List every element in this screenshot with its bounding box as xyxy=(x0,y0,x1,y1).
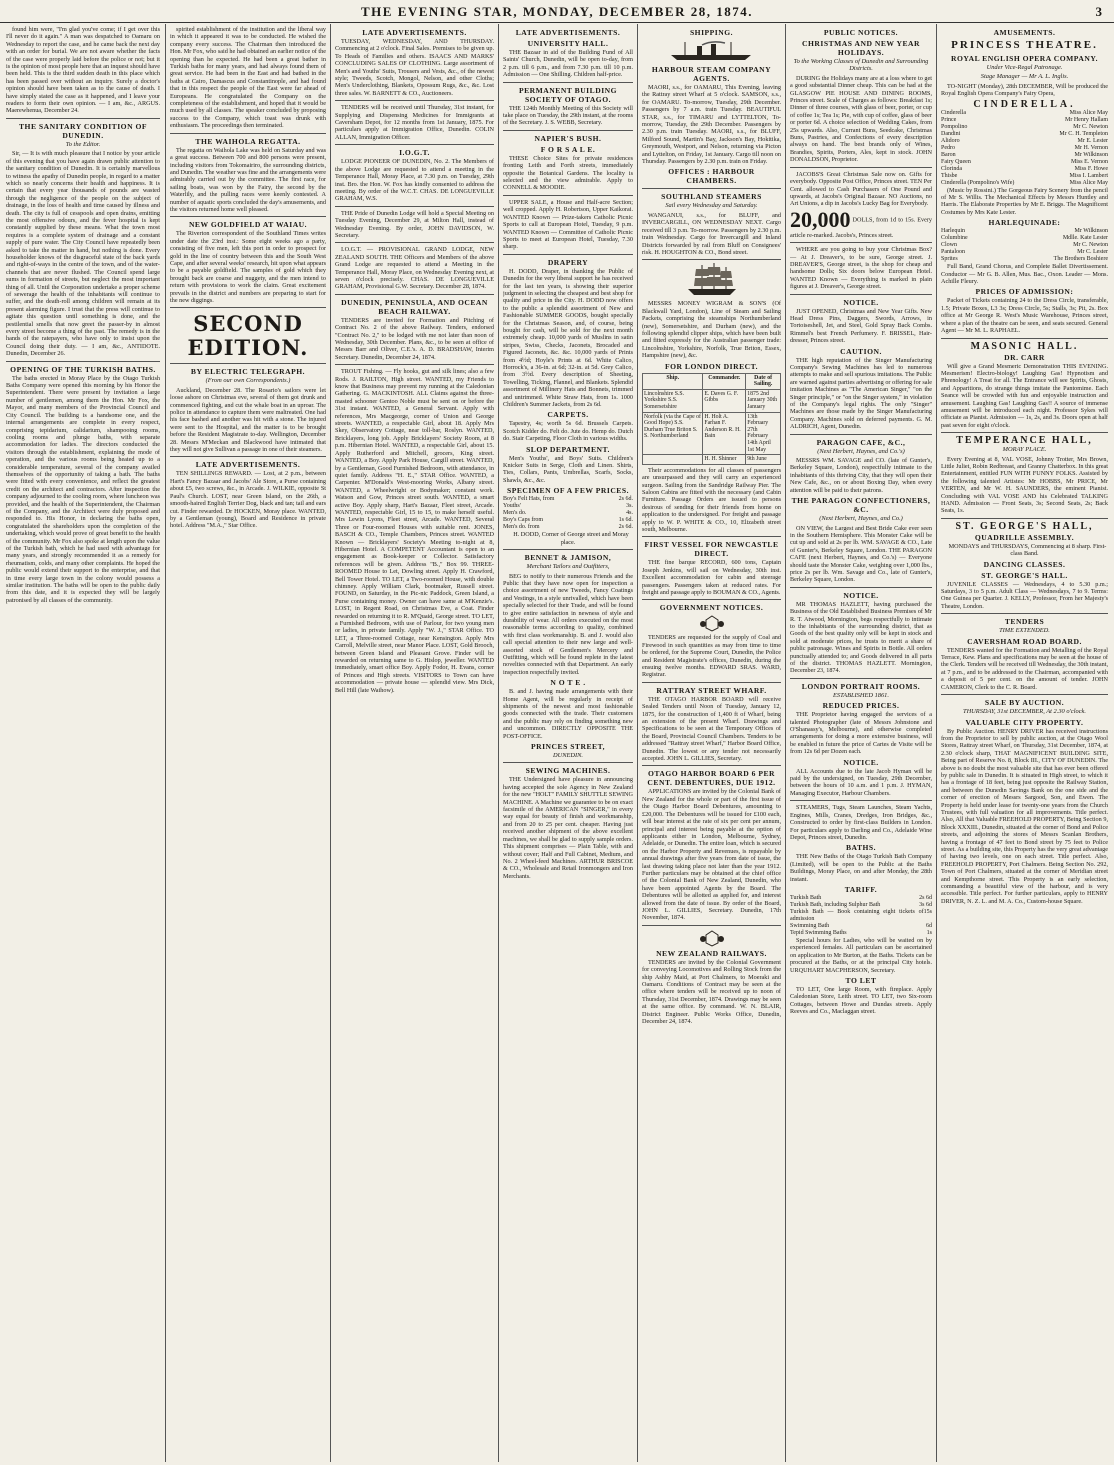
tariff-row: Turkish Bath, including Sulphur Bath 3s 6d xyxy=(790,901,932,908)
ad-subheading: SLOP DEPARTMENT. xyxy=(526,444,610,454)
section-heading: DRAPERY xyxy=(547,257,589,267)
masthead-title: THE EVENING STAR, MONDAY, DECEMBER 28, 1874. xyxy=(360,4,753,19)
ad-heading: I.O.G.T. xyxy=(399,148,430,158)
ad-text: I.O.G.T. — PROVISIONAL GRAND LODGE, NEW ZEALAND SOUTH. THE Officers and Members of the above Grand Lodge are requested to attend a Meeting in the Temperance Hall, Moray Place, on Wednesday Evening next, at seven o'clock precisely. CHAS. DE LONGUEVILLE GRAHAM, Provisional G.W. Secretary. December 28, 1874. xyxy=(335,246,494,291)
cast-row: Thisbe Miss I. Lambert xyxy=(941,172,1108,179)
ad-text: DOLLS, from 1d to 15s. Every article re-marked. Jacobs's, Princes street. xyxy=(790,216,932,239)
cast-row: Cinderella (Pompolino's Wife) Miss Alice May xyxy=(941,179,1108,186)
ad-text: (Music by Rossini.) The Gorgeous Fairy Scenery from the pencil of Mr S. Willis. The Mechanical Effects by Messrs Huntley and Harris. The Elaborate Properties by Mr E. Briggs. The Magnificent Costumes by Mrs Kate Lester. xyxy=(941,186,1108,216)
royal-crest-icon xyxy=(699,929,725,947)
article-heading: THE WAIHOLA REGATTA. xyxy=(195,136,301,146)
ad-text: MESSRS MONEY WIGRAM & SON'S (Of Blackwall Yard, London), Line of Steam and Sailing Packets, comprising the steamships Northumberland (new), Somersetshire, and Durham (new), and the following splendid clipper ships, which have been built and fitted expressly for the Australian passenger trade: Lincolnshire, Yorkshire, Norfolk, True Briton, Essex, Hampshire (new), &c. xyxy=(642,300,781,360)
column-rule xyxy=(637,24,638,1462)
article-heading: THE SANITARY CONDITION OF DUNEDIN. xyxy=(18,121,148,140)
article-heading: OPENING OF THE TURKISH BATHS. xyxy=(10,364,156,374)
column-rule xyxy=(936,24,937,1462)
divider xyxy=(335,206,494,207)
section-heading: PUBLIC NOTICES. xyxy=(823,28,899,37)
ad-text: TENDERS are invited for Formation and Pitching of Contract No. 2 of the above Railway. Tenders, endorsed "Contract No. 2," to be lodged with me not later than noon of Wednesday, 30th December. Plans, &c., to be seen at office of Messrs Barr and Oliver, C.E.'s. A. D. BRADSHAW, Interim Secretary. Dunedin, December 24, 1874. xyxy=(335,316,494,361)
masthead xyxy=(0,0,1114,23)
ad-subheading: F O R S A L E. xyxy=(540,144,596,154)
ad-subheading: Sail every Wednesday and Saturday. xyxy=(665,202,758,210)
ad-pride-of-dunedin xyxy=(335,210,494,240)
ad-classifieds xyxy=(335,368,494,694)
ad-heading: NEW ZEALAND RAILWAYS. xyxy=(656,948,767,958)
ad-heading: ST. GEORGE'S HALL, xyxy=(955,520,1094,532)
ad-subheading: THURSDAY, 31st DECEMBER, At 2.30 o'clock. xyxy=(963,708,1086,716)
steamship-icon xyxy=(667,40,757,62)
ad-heading: CAVERSHAM ROAD BOARD. xyxy=(967,636,1082,646)
ad-subheading: N O T E . xyxy=(550,678,586,688)
price-row: Boy's Caps from 1s 6d. xyxy=(503,517,633,524)
price-list xyxy=(503,496,633,531)
column-rule xyxy=(498,24,499,1462)
divider xyxy=(941,613,1108,614)
ad-text: THE Proprietor having engaged the services of a talented Photographer (late of Messrs Johnstone and O'Shanassy's, Melbourne), and otherwise completed arrangements for doing a more extensive business, will be enabled in future the price of Cartes de Visite will be from 12s 6d per Dozen each. xyxy=(790,711,932,756)
ad-text: THE 124th Monthly Meeting of this Society will take place on Tuesday, the 29th instant, at the rooms of the Secretary. J. S. WEBB, Secretary. xyxy=(503,104,633,127)
ad-text: THE high reputation of the Singer Manufacturing Company's Sewing Machines has led to numerous attempts to make and sell spurious imitations. The Public are warned against parties advertising or offering for sale imitation Machines as "The American Singer," "on the Singer principle," or "on the Singer system," in violation of the Company's legal rights. The only "Singer" Machines are those made by the Singer Manufacturing Company. Machines sold on deferred payments. G. M. ALDRICH, Agent, Dunedin. xyxy=(790,356,932,431)
divider xyxy=(941,338,1108,339)
ad-heading: DUNEDIN, PENINSULA, AND OCEAN BEACH RAILWAY. xyxy=(341,297,488,316)
divider xyxy=(503,549,633,550)
column-rule xyxy=(165,24,166,1462)
ad-text: Packet of Tickets containing 24 to the Dress Circle, transferable, 1.5; Private Boxes, L3 3s; Dress Circle, 5s; Stalls, 3s; Pit, 2s. Box office at Mr George R. West's Music Warehouse, Princes street, where a plan of the theatre can be seen, and seats secured. General Agent — Mr M. L. RAPHAEL. xyxy=(941,297,1108,335)
ad-heading: THE PARAGON CONFECTIONERS, &C. xyxy=(791,496,931,515)
ad-text: JUVENILE CLASSES — Wednesdays, 4 to 5.30 p.m.; Saturdays, 3 to 5 p.m. Adult Class — Wednesdays, 7 to 9. Terms: One Guinea per Quarter. J. KELLY, Professor, From her Majesty's Theatre, London. xyxy=(941,580,1108,610)
ad-subheading: CARPETS. xyxy=(547,410,589,420)
ad-heading: FIRST VESSEL FOR NEWCASTLE DIRECT. xyxy=(644,540,779,559)
cast-row: Prince Mr Henry Hallam xyxy=(941,116,1108,123)
cast-row: Clown Mr C. Newton xyxy=(941,242,1108,249)
tariff-row: Turkish Bath — Book containing eight tickets of admission 15s xyxy=(790,908,932,922)
ad-immigration-tenders xyxy=(335,104,494,141)
cast-row: Pantaloon Mr C. Lester xyxy=(941,249,1108,256)
ad-subheading: To the Working Classes of Dunedin and Surrounding Districts. xyxy=(793,58,929,73)
divider xyxy=(503,195,633,196)
stage-manager: Stage Manager — Mr A. L. Inglis. xyxy=(980,73,1069,81)
ad-dolls xyxy=(790,208,932,239)
ad-text: TENDERS wanted for the Formation and Metalling of the Royal Terrace, Kew. Plans and specifications may be seen at the house of the Clerk. Tenders will be received till Wednesday, the 30th instant, at 7 p.m., and to be addressed to the Chairman, accompanied with a deposit of 5 per cent. on the amount of tender. JOHN CAMERON, Clerk to the C. R. Board. xyxy=(941,646,1108,691)
divider xyxy=(335,294,494,295)
ad-subheading: HARLEQUINADE: xyxy=(988,218,1061,228)
column-rule xyxy=(785,24,786,1462)
divider xyxy=(941,432,1108,433)
divider xyxy=(642,925,781,926)
section-heading: LATE ADVERTISEMENTS. xyxy=(515,28,621,37)
divider xyxy=(335,364,494,365)
divider xyxy=(790,294,932,295)
cast-list xyxy=(941,228,1108,263)
ad-heading: SOUTHLAND STEAMERS xyxy=(661,192,762,202)
ad-heading: NAPIER'S BUSH. xyxy=(534,133,602,143)
divider xyxy=(6,118,160,119)
ad-text: Tapestry, 4s; worth 5s 6d. Brussels Carpets. Scotch Kidder do. Felt do. Jute do. Hemp do. Dutch do. Stair Carpeting, Floor Cloth in various widths. xyxy=(503,420,633,443)
section-heading: SALE BY AUCTION. xyxy=(984,698,1065,708)
divider xyxy=(790,587,932,588)
divider xyxy=(335,242,494,243)
ad-subheading: PRICES OF ADMISSION: xyxy=(975,287,1074,297)
table-header: Date of Sailing. xyxy=(746,373,781,389)
ad-text: TO LET, One large Room, with fireplace. Apply Caledonian Store, Leith street. TO LET, two Six-room Cottages, between Howe and Dundas streets. Apply Reeves and Co., Maclaggan street. xyxy=(790,985,932,1016)
divider xyxy=(170,363,326,364)
article-goldfield: The Riverton correspondent of the Southland Times writes under date the 23rd inst.: Some eight weeks ago a party, consisting of five men, left this port in order to prospect for gold in the line of country between this and the South West Cape, and after several weeks' research, hit upon what appears to be a payable goldfield. The samples of gold which they brought back are coarse and nuggety, and the men intend to return with provisions to work the claim. Great excitement prevails in the district and numbers are preparing to start for the new diggings. xyxy=(170,230,326,304)
ad-text: ALL Accounts due to the late Jacob Hyman will be paid by the undersigned, on Tuesday, 29th December, between the hours of 10 a.m. and 1 p.m. J. HYMAN, Managing Executor, Harbour Chambers. xyxy=(790,767,932,797)
tariff-list xyxy=(790,895,932,937)
ad-heading: REDUCED PRICES. xyxy=(822,701,900,711)
divider xyxy=(503,130,633,131)
ad-text: APPLICATIONS are invited by the Colonial Bank of New Zealand for the whole or part of the first issue of the Otago Harbor Board Debentures, amounting to £20,000. The Debentures will be issued for £100 each, will bear interest at the rate of six per cent per annum, principal and interest being payable at the option of applicants either in London, Melbourne, Sydney, Adelaide, or Dunedin. The entire loan, which is secured on the Harbor Property and Revenues, is repayable by annual drawings after five years from date of issue, the last drawing taking place not later than the year 1912. Further particulars may be obtained at the chief office of the Colonial Bank of New Zealand, Dunedin, who have been appointed Agents by the Board. The Debentures will be allotted as applied for, and interest allowed from the date of issue. By order of the Board, JOHN L. GILLIES, Secretary. Dunedin, 17th November, 1874. xyxy=(642,788,781,922)
table-header: Commander. xyxy=(703,373,746,389)
ad-railway-tenders xyxy=(335,317,494,361)
table-row: H. H. Shinner 9th June xyxy=(643,455,781,465)
tariff-row: Turkish Bath 2s 6d xyxy=(790,894,932,901)
ad-subheading: OFFICES : HARBOUR CHAMBERS. xyxy=(668,167,755,186)
section-heading: LATE ADVERTISEMENTS. xyxy=(195,460,301,470)
cast-row: Pompolino Mr C. Newton xyxy=(941,123,1108,130)
ad-text: THE fine barque RECORD, 600 tons, Captain Joseph Jenkins, will sail on Wednesday, 30th inst. Excellent accommodation for cabin and steerage passengers. Passengers taken at reduced rates. For freight and passage apply to BOUMAN & CO., Agents. xyxy=(642,559,781,596)
divider xyxy=(170,133,326,134)
ad-text: MONDAYS and THURSDAYS, Commencing at 8 sharp. First-class Band. xyxy=(948,542,1107,558)
cast-row: Pedro Mr H. Vernon xyxy=(941,144,1108,151)
divider xyxy=(170,307,326,308)
ad-heading: CAUTION. xyxy=(840,346,882,356)
ad-text: ON VIEW, the Largest and Best Bride Cake ever seen in the Southern Hemisphere. This Monster Cake will be cut up and sold at 2s per lb. WM. SAVAGE & CO., Late of Gunter's, Berkeley Square, London. THE PARAGON CAFE (next Herbert, Haynes, and Co.'s) — Everyone should taste the Monster Cake, weighing over 1,000 lbs., price 2s per lb. Wm. Savage and Co., late of Gunter's, Berkeley Square, London. xyxy=(790,524,932,584)
ad-text: BEG to notify to their numerous Friends and the Public that they have now open for inspection a choice assortment of new Tweeds, Fancy Coatings and Vestings, in a style unrivalled, which have been specially selected for their Trade, and will be found to give entire satisfaction in newness of style and durability of wear. All orders executed on the most reasonable terms according to quality, combined with first class workmanship. B. and J. would also call special attention to their new large and well-assorted stock of Gentlemen's Mercery and Outfitting, which will be found replete in the latest novelties connected with that Department. An early inspection respectfully invited. xyxy=(503,572,633,676)
ad-heading: BENNET & JAMISON, xyxy=(524,553,612,563)
price-row: Men's do. 4s. xyxy=(503,510,633,517)
ad-heading: TO LET xyxy=(845,975,877,985)
ad-heading: CHRISTMAS AND NEW YEAR HOLIDAYS. xyxy=(802,39,920,57)
divider xyxy=(503,254,633,255)
ad-grand-lodge xyxy=(335,246,494,290)
cast-row: Columbine Mdlle. Kate Lester xyxy=(941,235,1108,242)
ad-text: THE Pride of Dunedin Lodge will hold a Special Meeting on Tuesday Evening, December 29, at Milton Hall, instead of Wednesday Evening. By order, JOHN DAVIDSON, W. Secretary. xyxy=(335,209,494,239)
cast-row: Dandini Mr C. H. Templeton xyxy=(941,130,1108,137)
ad-heading: MASONIC HALL. xyxy=(970,340,1079,352)
ad-text: TENDERS will be received until Thursday, 31st instant, for Supplying and Dispensing Medicines for Immigrants at Caversham Depot, for 12 months from 1st January, 1875. For particulars apply at Immigration Office, Dunedin. COLIN ALLAN, Immigration Officer. xyxy=(335,104,494,141)
ad-subheading: ESTABLISHED 1861. xyxy=(833,691,889,699)
divider xyxy=(941,694,1108,695)
cast-list xyxy=(941,110,1108,187)
cast-row: Cinderella Miss Alice May xyxy=(941,109,1108,116)
divider xyxy=(642,188,781,189)
divider xyxy=(790,800,932,801)
ad-text: TROUT Fishing. — Fly hooks, gut and silk lines; also a few Rods. J. RAILTON, High street. WANTED, my Friends to know that Business may prevent my running at the Caledonian Gathering. G. MACKINTOSH. ALL Claims against the three-masted schooner Gentoo Noble must be sent on or before the 31st instant. WANTED, a General Servant. Apply with references, Mrs Macgeorge, corner of Union and George streets. WANTED, a respectable Girl, about 18. Apply Mrs Skey, Observatory Cottage, near toll-bar, Roslyn. WANTED, Bricklayers, long job. Apply Bricklayers' Society Room, at 8 p.m. Hibernian Hotel. WANTED, a respectable Girl, about 15. Apply Rutherford and Mitchell, grocers, King street. WANTED, a Boy. Apply Park House, Cargill street. WANTED, by a Gentleman, Good Furnished Bedroom, with attendance, in quiet family. Address "H. E.," STAR Office. WANTED, a Carpenter. M'Donald's West-mooring Works, Albany street. WANTED, a Wheelwright or Bodymaker; constant work. Watson and Gow, Princes street south. WANTED, a smart active Boy. Apply sharp, Hart's Bazaar, Fleet street, Arcade. WANTED, respectable Girl, 15 to 15, to make herself useful. Mrs Lewin Lyons, Fleet street, Arcade. WANTED, Several Three or Four-roomed Houses with suitable rent. JONES, BASCH & CO., Temple Chambers, Princes street. WANTED Known — Bricklayers' Society's Meeting to-night at 8, Hibernian Hotel. A COMPETENT Accountant is open to an engagement as Book-keeper or Collector. Satisfactory references will be given. Address "B.," Box 99. THREE-ROOMED House to Let, Dowling street. Apply H. Crawford, Bell Tower Hotel. TO LET, a Two-roomed House, with double chimney. Apply William Clark, bootmaker, Russell street. FOUND, on Saturday, in the Pic-nic Paddock, Green Island, a Purse containing money. Owner can have same at M'Kenzie's. LOST, in Regent Road, on Christmas Eve, a Coat. Finder rewarded on returning it to R. M'Quaid, George street. TO LET, a Furnished Bedroom, with use of Parlour, for two young men or ladies, in private family. Apply "W. J.," STAR Office. TO LET, a Three-roomed Cottage, near Kensington. Apply Mrs Carroll, Melville street, near Manor Place. LOST, Gold Brooch, between Green Island and Pleasant Grove. Finder will be rewarded on returning same to G. Hislop, jeweller. WANTED immediately, smart office Boy. Apply Fodor, H. Evans, corner of Princes and High streets. VISITORS to Town can have accommodation — private house — splendid view. Mrs Dick, Bell Hill (late Waihow). xyxy=(335,368,494,694)
divider xyxy=(941,518,1108,519)
ad-text: TENDERS are requested for the supply of Coal and Firewood in such quantities as may from time to time be ordered, for the Supreme Court, Dunedin, the Police and Resident Magistrate's offices, Dunedin, during the ensuing twelve months. EDWARD SRAS. WARD, Registrar. xyxy=(642,634,781,679)
ad-heading: LONDON PORTRAIT ROOMS. xyxy=(801,681,921,691)
section-heading: LATE ADVERTISEMENTS. xyxy=(362,28,467,37)
cast-row: Baron Mr Wilkinson xyxy=(941,151,1108,158)
ad-heading: NOTICE. xyxy=(843,590,879,600)
divider xyxy=(335,144,494,145)
ad-text: JUST OPENED, Christmas and New Year Gifts. New Head Dress Pins, Daggers, Swords, Arrows, in Tortoiseshell, Jet, and Steel, Gold Spray Back Combs. Rimmel's best French Perfumery. F. BRISSEL, Hair-dresser, Princes street. xyxy=(790,307,932,345)
divider xyxy=(790,678,932,679)
divider xyxy=(335,100,494,101)
divider xyxy=(170,456,326,457)
price-row: Boy's Felt Hats, from 2s 6d. xyxy=(503,496,633,503)
ad-heading: VALUABLE CITY PROPERTY. xyxy=(965,717,1084,727)
telegrams: Auckland, December 28. The Rosario's sailors were let loose ashore on Christmas eve, several of them got drunk and commenced fighting, and cut the whale boat in an uproar. The police in attendance to capture them were maltreated. One had his face bashed and another was hit with a stone. The injured were sent to the Hospital, and the matter is to be brought before the Resident Magistrate to-day. Wellington, December 28. Messrs M'Meckan and Blackwood have intimated that they will not give Sullivan a passage in one of their steamers. xyxy=(170,386,326,454)
ad-text: LODGE PIONEER OF DUNEDIN, No. 2. The Members of the above Lodge are requested to attend a meeting in the Temperance Hall, Moray Place, at 7.30 p.m. on Tuesday, 29th inst. Bro. the Hon. W. Fox has kindly consented to address the meeting. By order of the W.C.T. CHAS. DE LONGUEVILLE GRAHAM, W.S. xyxy=(335,158,494,203)
ad-text: MR THOMAS HAZLETT, having purchased the Business of the Old Established Business Premises of Mr R. T. Atwood, Mornington, begs respectfully to intimate to the inhabitants of the surrounding district, that as Goods of the best quality only will be kept in stock and sold at moderate prices, he trusts to merit a share of public patronage. Wines and Spirits in Bottle. All orders punctually attended to; and Goods delivered in all parts of the district. THOMAS HAZLETT. Mornington, December 23, 1874. xyxy=(790,600,932,675)
page-number: 3 xyxy=(1095,4,1102,19)
ad-text: TENDERS are invited by the Colonial Government for conveying Locomotives and Rolling Stock from the ship Ashby Maid, at Port Chalmers, to Moeraki and Oamaru. Conditions of Contract may be seen at the office where tenders will be received up to noon of Thursday, 31st December, 1874. Drawings may be seen at the same office. By command. W. N. BLAIR, District Engineer. Public Works Office, Dunedin, December 24, 1874. xyxy=(642,958,781,1026)
divider xyxy=(790,167,932,168)
table-header: Ship. xyxy=(643,373,703,389)
article-heading: BY ELECTRIC TELEGRAPH. xyxy=(190,367,306,377)
column-rule xyxy=(330,24,331,1462)
column-6 xyxy=(790,26,932,1461)
ad-text: MESSRS WM. SAVAGE and CO. (late of Gunter's, Berkeley Square, London), respectfully intimate to the inhabitants of this thriving City, that they will open their New Cafe, &c., on or about Boxing Day, when every attention will be paid to their patrons. xyxy=(790,457,932,494)
ad-subheading: Merchant Tailors and Outfitters, xyxy=(526,563,610,571)
divider xyxy=(503,82,633,83)
ad-text: WANGANUI, s.s., for BLUFF, and INVERCARGILL, ON WEDNESDAY NEXT. Cargo received till 3 p.m. To-morrow. Passengers by 2.30 p.m. train Wednesday. Cargo for Invercargill and Inland Districts forwarded by rail from Bluff on Consignees' risk. H. HOUGHTON & CO., Bond street. xyxy=(642,211,781,256)
ad-subheading: (Next Herbert, Haynes, and Co.'s) xyxy=(817,447,905,455)
ad-heading: SEWING MACHINES. xyxy=(525,766,611,776)
ad-subheading: DUNEDIN. xyxy=(553,752,583,760)
ad-subheading: TIME EXTENDED. xyxy=(999,627,1050,635)
ad-text: Every Evening at 8, VAL VOSE, Johnny Trotter, Mrs Brown, Little Juliet, Robin Redbreast, and Granny Chatterbox. In this great Entertainment, entitled FUN WITH FUNNY FOLKS. Assisted by the following talented Artistes: Mr HOBBS, Mr PRICE, Mr VERTEN, and Mr W. H. SAUNDERS, the eminent Pianist. Concluding with VAL VOSE AND his Celebrated TALKING HAND. Admission — Front Seats, 3s; Second Seats, 2s; Back Seats, 1s. xyxy=(941,455,1108,515)
ad-text: TUESDAY, WEDNESDAY, AND THURSDAY. Commencing at 2 o'clock. Final Sales. Premises to be given up. To Heads of Families and others. ISAACS AND MARKS' CONCLUDING SALES OF CLOTHING. Large assortment of Men's and Youths' Suits, Trousers and Vests, &c., of the newest style; Tweeds, Scotch, Mongol, Nelson, and other Cloths; Men's Underclothing, Blankets, Opossum Rugs, &c., &c. Lost three sales. W. BARNETT & CO., Auctioneers. xyxy=(335,38,494,97)
ad-heading: PERMANENT BUILDING SOCIETY OF OTAGO. xyxy=(518,85,618,104)
ad-subheading: MORAY PLACE. xyxy=(1002,446,1047,454)
ad-heading: OTAGO HARBOR BOARD 6 PER CENT. DEBENTURES, DUE 1912. xyxy=(647,769,776,788)
divider xyxy=(642,599,781,600)
article-continued: spirited establishment of the institution and the liberal way in which it appeared it was to be conducted. He wished the company every success. The Chairman then introduced the Hon. Mr Fox, who said he had obtained an earlier notice of the opening than he expected. He had been a great bather in Turkish baths for many years, and had always found them of great service. He had been in the East and had bathed in the baths at Cairo, Damascus and Constantinople, and had found that in this respect the people of the East were far ahead of Europeans. He congratulated the Company on the completeness of the establishment, and hoped that it would be much used by all classes. The speaker concluded by proposing success to the Company, which toast was drunk with enthusiasm. The proceedings then terminated. xyxy=(170,26,326,130)
ad-subheading: DR. CARR xyxy=(1004,352,1045,362)
theatre-name: PRINCESS THEATRE. xyxy=(951,39,1098,51)
column-5 xyxy=(642,26,781,1461)
table-row: Lincolnshire S.S. Yorkshire S.S. Somersetshire E. Daves G. F. Gibbs 1875 2nd January 30th January xyxy=(643,389,781,412)
article-heading: NEW GOLDFIELD AT WAIAU. xyxy=(188,220,308,230)
article-regatta: The regatta on Waihola Lake was held on Saturday and was a great success. Between 700 and 800 persons were present, including visitors from Tokomairiro, the surrounding districts, and Dunedin. The weather was fine and the arrangements were admirably carried out by the committee. The first race, for sailing boats, was won by the Fairy, the second by the Waterlily, and the pulling races were keenly contested. A number of aquatic sports concluded the day's amusements, and the visitors returned home well pleased. xyxy=(170,146,326,213)
divider xyxy=(642,765,781,766)
ad-text: THESE Choice Sites for private residences fronting Leith and Forth streets, immediately opposite the Botanical Gardens. The locality is selected and the view admirable. Apply to CONNELL & MOODIE. xyxy=(503,154,633,192)
article-subheading: To the Editor. xyxy=(65,140,101,148)
ad-text: Will give a Grand Mesmeric Demonstration THIS EVENING. Mesmerism! Electro-biology! Laughing Gas! Hypnotism and Phrenology! A Treat for all. The Entrance will see Spirits, Ghosts, and Apparitions, do strange things imitate the Pantomime. Each Seance will be crowded with fun and enjoyable instruction and amusement. Laughing Gas! Laughing Gas!! A source of immense amusement will be introduced each night. Professor Sykes will officiate as Pianist. Admission — 1s, 2s, and 3s. Doors open at half past seven for eight o'clock. xyxy=(941,362,1108,429)
ad-text: JACOBS'S Great Christmas Sale now on. Gifts for everybody. Opposite Post Office, Princes street. TEN Per Cent. allowed to Cash Purchasers of One Pound and upwards, at Jacobs's Original Bazaar. NO Auctions, no Art Unions, a dip in Jacobs's Lucky Bag for Everybody. xyxy=(790,170,932,208)
divider xyxy=(642,682,781,683)
late-ads: TEN SHILLINGS REWARD. — Lost, at 2 p.m., between Hart's Fancy Bazaar and Jacobs' Ale Store, a Purse containing about £5, two screws, &c., in Arcade. J. WILKIE, opposite St Paul's Church. LOST, near Green Island, on the 26th, a smooth-haired English Terrier Dog, black and tan; tail and ears cut. Finder rewarded. Dr HOCKEN, Moray place. WANTED, by a Gentleman (young), Board and Residence in private hotel. Address "M.A.," Star Office. xyxy=(170,470,326,530)
price-row: Men's do. from 2s 6d. xyxy=(503,524,633,531)
ad-text: MAORI, s.s., for OAMARU, This Evening, leaving the Rattray street Wharf at 5 o'clock. SAMSON, s.s., for OAMARU. To-morrow, Tuesday, 29th December. Passengers by 7 a.m. train Tuesday. BEAUTIFUL STAR, s.s., for TIMARU and LYTTELTON, To-morrow, Tuesday, the 29th December. Passengers by 2.30 p.m. train Tuesday. MAORI, s.s., for BLUFF, Milford Sound, Martin's Bay, Jackson's Bay, Hokitika, Greymouth, Westport, and Nelson, returning via Picton and Lyttelton, on Friday, 1st January. Cargo till noon on Thursday. Passengers by 2.30 p.m. train on Friday. xyxy=(642,84,781,166)
ad-text: WHERE are you going to buy your Christmas Box? — At J. Dreaver's, to be sure, George street. J. DREAVER'S, George street, is the shop for cheap and handsome Dolls; Six doors below European Hotel. WANTED Known — Everything is marked in plain figures at J. Dreaver's, George street. xyxy=(790,246,932,291)
ad-subheading: (Next Herbert, Haynes, and Co.) xyxy=(819,515,903,523)
ad-subheading: Under Vice-Regal Patronage. xyxy=(986,64,1063,71)
ad-text: THE New Baths of the Otago Turkish Bath Company (Limited), will be open to the Public at the Baths Buildings, Moray Place, on and after Monday, the 28th instant. xyxy=(790,853,932,883)
column-7 xyxy=(941,26,1108,1461)
ad-text: TO-NIGHT (Monday), 28th DECEMBER, Will be produced the Royal English Opera Company's Fairy Opera, xyxy=(941,82,1108,98)
ad-text: THE Bazaar in aid of the Building Fund of All Saints' Church, Dunedin, will be open to-day, from 2 p.m. till 6 p.m., and from 7.30 p.m. till 10 p.m. Admission — One Shilling. Children half-price. xyxy=(503,49,633,79)
column-1 xyxy=(6,26,160,1461)
divider xyxy=(6,361,160,362)
sailing-ship-icon xyxy=(682,263,742,297)
ad-text: Special hours for Ladies, who will be waited on by experienced females. All particulars can be ascertained on application to Mr Burton, at the Baths. Tickets can be procured at the Baths, or at the principal City hotels. URQUHART MACPHERSON, Secretary. xyxy=(790,936,932,974)
ad-heading: ROYAL ENGLISH OPERA COMPANY. xyxy=(950,54,1099,63)
column-3 xyxy=(335,26,494,1461)
ad-subheading: FOR LONDON DIRECT. xyxy=(664,361,759,371)
ad-dodd: H. DODD, Draper, in thanking the Public of Dunedin for the very liberal support he has received for the last ten years, is showing their superior judgment in selecting the cheapest and best shop for quality and price in the City. H. DODD now offers to the public a splendid assortment of New and Fashionable SUMMER GOODS, bought specially for the Christmas Season, and, of course, being bought for cash, will be sold for the next month extremely cheap. 10,000 yards of Muslins in satin stripes, Swiss, Checks, Jaconets, Brocaded and Figured Jaconets, &c. &c. 10,000 yards of Prints from 4½d; Hoyle's Prints at 6d. White Calico, Horrock's, a 36-in. at 6d; 32-in. at 5d. Grey Calico, from 3½d. Every description of Sheeting, Towelling, Ticking, Flannel, and Blankets. Splendid assortment of Millinery Hats and Bonnets, trimmed and untrimmed. White Straw Hats, from 1s. 1000 Children's Summer Jackets, from 2s 6d. xyxy=(503,267,633,409)
divider xyxy=(503,762,633,763)
divider xyxy=(170,216,326,217)
letter-argus: found him were, "I'm glad you've come; if I get over this I'll never do it again." A man was despatched to Oamaru on Wednesday to report the case, and he came back the next day with an order for burial. We are not aware whether the facts of the case were properly laid before the police or not; but it is the opinion of most people here that an inquest should have been held. This is the third sudden death in this place which has been passed over without an inquiry. Surely a doctor's opinion should have been taken as to the cause of death. I have simply stated the case as it happened, and I leave your readers to form their own opinion. — I am, &c., ARGUS. Maerewhenua, December 24. xyxy=(6,26,160,115)
tariff-row: Tepid Swimming Baths 1s xyxy=(790,929,932,936)
ad-text: B. and J. having made arrangements with their Home Agent, will be regularly in receipt of shipments of the newest and most fashionable goods connected with the trade. Their customers and the public may rely on finding something new and uncommon. DIRECTLY OPPOSITE THE POST-OFFICE. xyxy=(503,688,633,740)
ad-text: DURING the Holidays many are at a loss where to get a good substantial Dinner cheap. This can be had at the GLASGOW PIE HOUSE AND DINING ROOMS, Princes street. Scale of Charges as follows: Breakfast 1s; Dinner of three courses, with glass of beer, porter, or cup of coffee 1s; Tea 1s; Pie, with cup of coffee, glass of beer or porter 6d. A choice selection of Wedding Cakes, from 25s upwards. Also, Currant Buns, Seedcake, Christmas Buns, Pastries, and Confections of every description always on hand. The best brands only of Wines, Brandies, Spirits, Porters, Ales, kept in stock. JOHN DONALDSON, Proprietor. xyxy=(790,74,932,164)
ad-text: By Public Auction. HENRY DRIVER has received instructions from the Proprietor to sell by public auction, at the Otago Wool Stores, Rattray street Wharf, on Thursday, 31st December, 1874, at 2.30 o'clock sharp, THAT MAGNIFICENT BUILDING SITE, Being part of Reserve No. 8, Block III., CITY OF DUNEDIN. The above is no doubt the most valuable site that has ever been offered by public sale in Dunedin. It is situated in High street, to which it has a frontage of 18 feet, being just opposite the Railway Station, and between the Dunedin Savings Bank on the one side and the corner of erection of Messrs Sargood, Son, and Ewen. The Property is held under lease for twenty-one years from the Church Trustees, with full valuation for all improvements. Title perfect. Also, All that Valuable FREEHOLD PROPERTY, Being Section 9, Block XXXIII., Dunedin, situated at the corner of Bond and Police streets, and adjoining the stores of Messrs Scanlan Brothers, having a frontage of 47 feet to Bond street by 75 feet to Police street. As a building site, this Property has the very great advantage of having two levels, one on each street. Title perfect. Also, FREEHOLD PROPERTY, Port Chalmers. Being Section No. 292, Town of Port Chalmers, situated at the corner of Meridian street and Kempthorne street. This Property is an early selection, commanding a beautiful view of the harbour, and is very accessible. Title perfect. For further particulars, apply to HENRY DRIVER, N. Z. L. and M. A. Co., Custom-house Square. xyxy=(941,727,1108,905)
ad-subheading: TARIFF. xyxy=(844,884,878,894)
ad-text: THE OTAGO HARBOR BOARD will receive Sealed Tenders until Noon of Tuesday, January 12, 1875, for the construction of 1,400 ft of Wharf, being an extension of the present Wharf. Drawings and Specifications to be seen at the Temporary Offices of the Board, Provincial Council Chambers. Tenders to be addressed "Rattray street Wharf," Harbor Board Office, Dunedin. The lowest or any tender not necessarily accepted. JOHN L. GILLIES, Secretary. xyxy=(642,695,781,763)
ad-text: STEAMERS, Tugs, Steam Launches, Steam Yachts, Engines, Mills, Cranes, Dredges, Iron Bridges, &c., Constructed to order by first-class Builders in London. For particulars apply to Darling and Co., Adelaide Wine Depot, Princes street, Dunedin. xyxy=(790,804,932,841)
ad-heading: NOTICE. xyxy=(843,757,879,767)
ad-text: UPPER SALE, a House and Half-acre Section; well cropped. Apply H. Robertson, Upper Kaikorai. WANTED Known — Prize-takers Catholic Picnic Sports to call at European Hotel, Tuesday, 9 p.m. WANTED Known — Committee of Catholic Picnic Sports to meet at European Hotel, Tuesday, 7.30 sharp. xyxy=(503,198,633,251)
royal-crest-icon xyxy=(699,614,725,632)
ad-lodge-pioneer xyxy=(335,158,494,202)
cast-row: Fairy Queen Miss E. Vernon xyxy=(941,158,1108,165)
ad-text: THE Undersigned have pleasure in announcing having accepted the sole Agency in New Zealand for the new "HOLT" FAMILY SHUTTLE SEWING MACHINE. A Machine we guarantee to be on exact facsimile of the AMERICAN "SINGER," in every way equal for beauty of finish and workmanship, and from 20 to 25 per cent. cheaper. Having just received another shipment of the above excellent machines, we shall be glad to supply sample orders. This shipment comprises — Plain Table, with and without cover; Half and Full Cabinet, Medium, and No. 2 Wheel-feed Machines. ARTHUR BRISCOE & CO., Wholesale and Retail Ironmongers and Iron Merchants. xyxy=(503,776,633,880)
ad-subheading: ST. GEORGE'S HALL. xyxy=(981,570,1068,580)
divider xyxy=(790,434,932,435)
ad-heading: UNIVERSITY HALL. xyxy=(527,39,609,48)
sailing-table xyxy=(642,373,781,465)
ad-text: Men's Youths', and Boys' Suits. Children's Knicker Suits in Serge, Cloth and Linen. Shirts, Ties, Collars, Pants, Umbrellas, Scarfs, Socks, Shawls, &c., &c. xyxy=(503,454,633,484)
cast-row: Harlequin Mr Wilkinson xyxy=(941,228,1108,235)
divider xyxy=(790,242,932,243)
article-turkish-baths: The baths erected in Moray Place by the Otago Turkish Baths Company were opened this morning by his Honor the Superintendent. There were present by invitation a large number of gentlemen, among them the Hon. Mr Fox, the Mayor, and many members of the Provincial Council and City Council. The building is a handsome one, and the internal arrangements are complete in every respect, comprising tepidarium, calidarium, shampooing rooms, cooling rooms and plunge baths, with separate accommodation for ladies. The directors conducted the visitors through the establishment, explaining the mode of operation, and the various rooms being heated up to a considerable temperature, several of the company availed themselves of the opportunity of taking a bath. The baths were fitted with every convenience, and reflect the greatest credit on the architect and contractors. After inspection the company adjourned to the cooling room, where luncheon was provided, and the health of the Superintendent, the Chairman of the Company, and the Architect were duly proposed and responded to. His Honor, in declaring the baths open, congratulated the shareholders upon the completion of the undertaking, which would prove of great benefit to the health of the community. Mr Fox also spoke at length upon the value of the Turkish bath, which he had used with advantage for many years, and strongly recommended it as a remedy for rheumatism, colds, and many other complaints. He hoped the public would extend their support to the enterprise, and that in time every large town in the colony would possess a similar institution. The baths will be open to the public daily from this date, and it is expected they will be largely patronised by all classes of the community. xyxy=(6,374,160,604)
section-heading: GOVERNMENT NOTICES. xyxy=(659,603,764,613)
section-heading: TENDERS xyxy=(1004,617,1045,627)
opera-title: CINDERELLA. xyxy=(973,98,1076,110)
ad-heading: RATTRAY STREET WHARF. xyxy=(656,685,767,695)
ad-text: Their accommodations for all classes of passengers are unsurpassed and they will carry an experienced surgeon. Sailing from the Sandridge Railway Pier. The Saloon Cabins are fitted with the necessary (and Cabin Furniture. Passage Orders are issued to persons desirous of sending for their friends from home on application to the undersigned. For freight and passage apply to W. P. WHITE & CO., 10, Elizabeth street south, Melbourne. xyxy=(642,466,781,533)
second-edition-title: SECOND EDITION. xyxy=(187,311,309,361)
section-heading: AMUSEMENTS. xyxy=(993,28,1056,37)
price-row: Youths' 3s. xyxy=(503,503,633,510)
column-2 xyxy=(170,26,326,1461)
ad-subheading: DANCING CLASSES. xyxy=(983,559,1066,569)
divider xyxy=(642,536,781,537)
ad-heading: HARBOUR STEAM COMPANY AGENTS. xyxy=(651,65,772,83)
cast-row: Sprites The Brothers Boshiere xyxy=(941,256,1108,263)
table-row: Norfolk (via the Cape of Good Hope) S.S. Durham True Briton S. S. Northumberland H. Holt A. Farhan F. Anderson R. H. Bain 13th February 27th February 14th April 1st May xyxy=(643,412,781,455)
column-4 xyxy=(503,26,633,1461)
tariff-row: Swimming Bath 6d xyxy=(790,922,932,929)
ad-heading: PARAGON CAFE, &C., xyxy=(816,437,906,447)
divider xyxy=(642,259,781,260)
cast-row: Alidoro Mr E. Lester xyxy=(941,137,1108,144)
ad-heading: PRINCES STREET, xyxy=(530,742,606,752)
ad-heading: BATHS. xyxy=(845,843,877,853)
section-heading: SHIPPING. xyxy=(689,28,734,37)
ad-heading: TEMPERANCE HALL, xyxy=(956,435,1093,447)
letter-sanitary: Sir, — It is with much pleasure that I notice by your article of this evening that you have again drawn public attention to the sanitary condition of Dunedin. It is certainly marvellous to witness the apathy of Dunedin people, in regard to a matter which so nearly concerns their health and happiness. It is certain that every year thousands of pounds are wasted through the negligence of the people on the subject of drainage, in the loss of health and time caused by illness and death. The city is full of cesspools and open drains, emitting the most offensive odours, and the fever hospital is kept constantly supplied by these means. What the town most requires is a complete system of drainage and a constant supply of pure water. The City Council have repeatedly been asked to take the matter in hand, but nothing is done. Every householder knows of the disgraceful state of the back yards and right-of-ways in the centre of the town, and of the water-channels that are never flushed. The Council spend large sums in formation of streets, but neglect the most important thing of all. Until the Corporation undertake a proper scheme of sewerage the health of the inhabitants will continue to suffer, and the death-roll among children will remain at its present alarming figure. I trust that the press will continue to agitate this question until something is done, and the pestilential smells that now greet the passer-by in almost every street become a thing of the past. The remedy is in the hands of the ratepayers, who have only to insist upon the Council doing their duty. — I am, &c., ANTIDOTE. Dunedin, December 26. xyxy=(6,150,160,358)
article-subheading: (From our own Correspondents.) xyxy=(205,377,291,385)
ad-text: Full Band, Grand Chorus, and Complete Ballet Divertissement. Conductor — Mr G. B. Allen, Mus. Bac., Oxon. Leader — Mons. Achille Fleury. xyxy=(941,263,1108,286)
ad-heading: NOTICE. xyxy=(843,297,879,307)
ad-isaacs-marks xyxy=(335,38,494,97)
ad-subheading: QUADRILLE ASSEMBLY. xyxy=(974,532,1075,542)
ad-text: H. DODD, Corner of George street and Moray place. xyxy=(513,531,629,546)
cast-row: Clorinda Miss F. Howe xyxy=(941,165,1108,172)
ad-subheading: SPECIMEN OF A FEW PRICES. xyxy=(507,486,629,496)
ad-big-number: 20,000 xyxy=(790,206,851,232)
